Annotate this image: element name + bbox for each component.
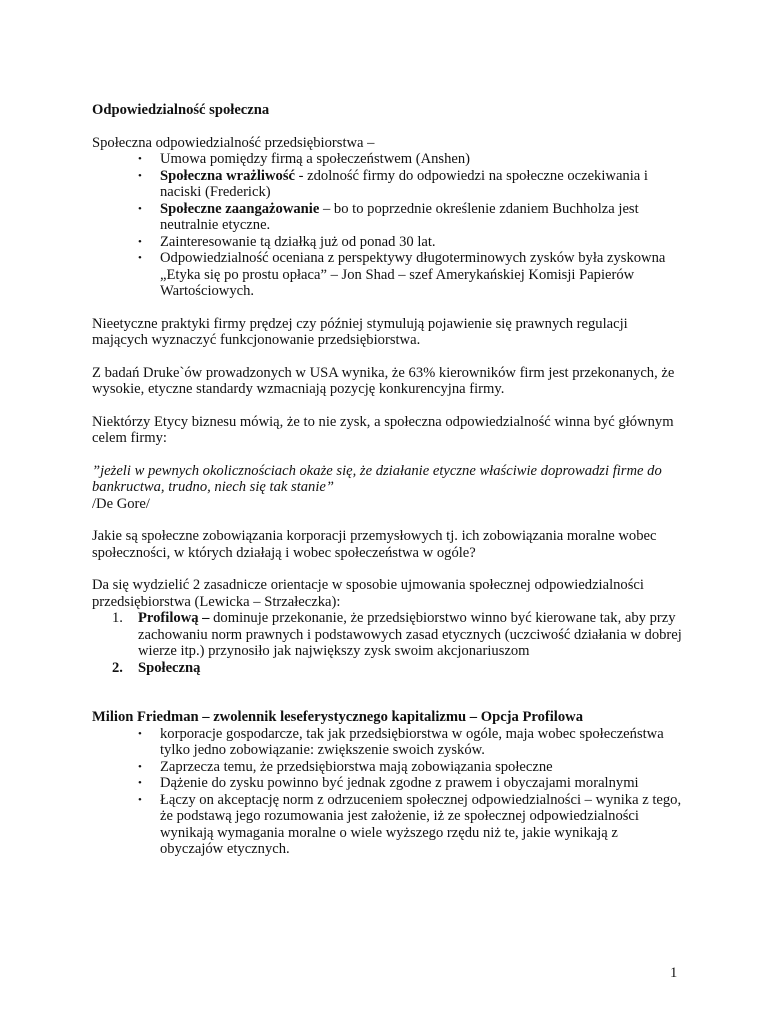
paragraph-question: Jakie są społeczne zobowiązania korporacji przemysłowych tj. ich zobowiązania moralne wobec społeczności, w których działają i wobec społeczeństwa w ogóle? (92, 528, 657, 561)
quote-text: ”jeżeli w pewnych okolicznościach okaże się, że działanie etyczne właściwie doprowadzi firme do bankructwa, trudno, niech się tak stanie” (92, 462, 662, 495)
section-heading: Milion Friedman – zwolennik leseferystycznego kapitalizmu – Opcja Profilowa (92, 709, 583, 725)
list-item: • Umowa pomiędzy firmą a społeczeństwem (Anshen) (92, 151, 682, 168)
list-item: • Łączy on akceptację norm z odrzuceniem społecznej odpowiedzialności – wynika z tego, że podstawą jego rozumowania jest założenie, iż ze społecznej odpowiedzialności wynikają wymagania moralne o wiele wyższego rzędu niż te, jakie wynikają z obyczajów etycznych. (92, 792, 682, 858)
document-page (92, 102, 682, 858)
list-item: • Zaprzecza temu, że przedsiębiorstwa mają zobowiązania społeczne (92, 759, 682, 776)
document-title: Odpowiedzialność społeczna (92, 102, 270, 118)
page-number: 1 (670, 965, 678, 981)
orientations-list (92, 610, 682, 676)
list-item: • Dążenie do zysku powinno być jednak zgodne z prawem i obyczajami moralnymi (92, 775, 682, 792)
paragraph-research: Z badań Druke`ów prowadzonych w USA wynika, że 63% kierowników firm jest przekonanych, że wysokie, etyczne standardy wzmacniają pozycję konkurencyjna firmy. (92, 364, 675, 397)
intro-paragraph: Społeczna odpowiedzialność przedsiębiorstwa – (92, 134, 375, 151)
list-item: 2. Społeczną (112, 659, 201, 676)
list-item: • Społeczna wrażliwość - zdolność firmy do odpowiedzi na społeczne oczekiwania i naciski (Frederick) (92, 168, 682, 201)
list-item: • Społeczne zaangażowanie – bo to poprzednie określenie zdaniem Buchholza jest neutralnie etyczne. (92, 201, 682, 234)
list-item: • Zainteresowanie tą działką już od ponad 30 lat. (92, 234, 682, 251)
list-item: • korporacje gospodarcze, tak jak przedsiębiorstwa w ogóle, maja wobec społeczeństwa tylko jedno zobowiązanie: zwiększenie swoich zysków. (92, 726, 682, 759)
list-item: 1. Profilową – dominuje przekonanie, że przedsiębiorstwo winno być kierowane tak, aby przy zachowaniu norm prawnych i podstawowych zasad etycznych (uczciwość działania w dobrej wierze itp.) przynosiło jak największy zysk swoim akcjonariuszom (112, 610, 682, 659)
quote-author: /De Gore/ (92, 495, 150, 512)
paragraph-unethical-practices: Nieetyczne praktyki firmy prędzej czy później stymulują pojawienie się prawnych regulacji mających wyznaczyć funkcjonowanie przedsiębiorstwa. (92, 315, 628, 348)
definitions-list (92, 151, 682, 300)
list-item: • Odpowiedzialność oceniana z perspektywy długoterminowych zysków była zyskowna „Etyka się po prostu opłaca” – Jon Shad – szef Amerykańskiej Komisji Papierów Wartościowych. (92, 250, 682, 300)
paragraph-orientations: Da się wydzielić 2 zasadnicze orientacje w sposobie ujmowania społecznej odpowiedzialności przedsiębiorstwa (Lewicka – Strzałeczka): (92, 577, 644, 610)
friedman-list (92, 726, 682, 858)
paragraph-ethicists: Niektórzy Etycy biznesu mówią, że to nie zysk, a społeczna odpowiedzialność winna być głównym celem firmy: (92, 413, 674, 446)
